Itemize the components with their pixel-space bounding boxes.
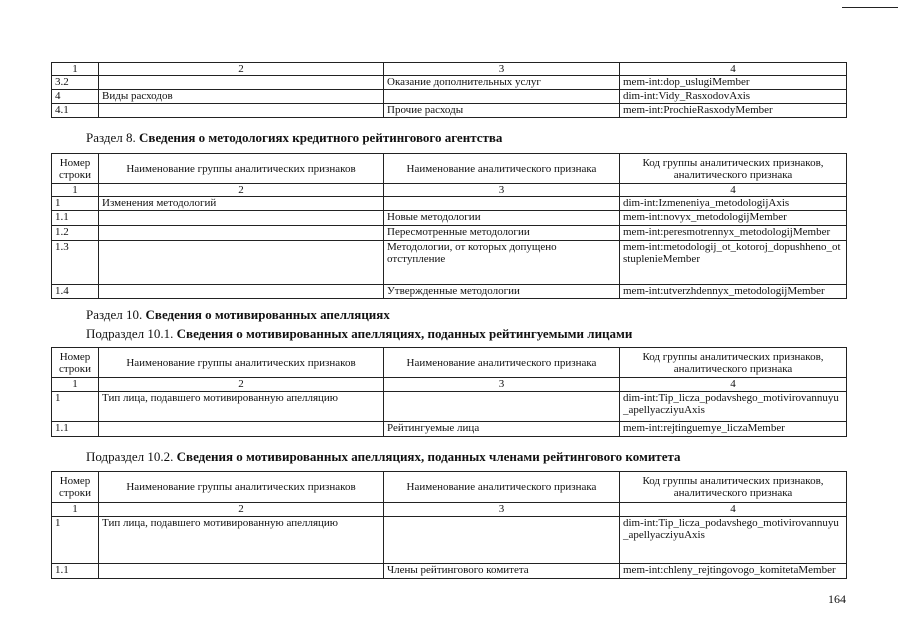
table-row xyxy=(52,90,847,104)
attribute-code: dim-int:Tip_licza_podavshego_motivirovannuyu_apellyacziyuAxis xyxy=(620,517,847,564)
group-name: Тип лица, подавшего мотивированную апелляцию xyxy=(99,392,384,422)
col-num-2: 2 xyxy=(99,63,384,76)
group-name: Тип лица, подавшего мотивированную апелляцию xyxy=(99,517,384,564)
attribute-name: Пересмотренные методологии xyxy=(384,226,620,241)
section-8-table xyxy=(51,153,847,299)
col-num-3: 3 xyxy=(384,63,620,76)
header-code: Код группы аналитических признаков, аналитического признака xyxy=(620,472,847,503)
table-row xyxy=(52,197,847,211)
attribute-name: Оказание дополнительных услуг xyxy=(384,76,620,90)
table-row xyxy=(52,285,847,299)
group-name xyxy=(99,226,384,241)
col-num-3: 3 xyxy=(384,184,620,197)
attribute-code: mem-int:dop_uslugiMember xyxy=(620,76,847,90)
subsection-10-2-title: Сведения о мотивированных апелляциях, поданных членами рейтингового комитета xyxy=(176,449,681,464)
group-name: Изменения методологий xyxy=(99,197,384,211)
table-row xyxy=(52,211,847,226)
header-attribute-name: Наименование аналитического признака xyxy=(384,472,620,503)
section-8-title: Сведения о методологиях кредитного рейтингового агентства xyxy=(139,130,503,145)
group-name xyxy=(99,241,384,285)
page-number: 164 xyxy=(828,592,846,606)
column-number-row xyxy=(52,184,847,197)
section-10-title: Сведения о мотивированных апелляциях xyxy=(145,307,390,322)
row-number: 3.2 xyxy=(52,76,99,90)
subsection-10-2-heading xyxy=(86,449,681,465)
attribute-name xyxy=(384,517,620,564)
row-number: 4 xyxy=(52,90,99,104)
row-number: 1.2 xyxy=(52,226,99,241)
group-name xyxy=(99,564,384,579)
header-row-number: Номер строки xyxy=(52,154,99,184)
attribute-code: mem-int:ProchieRasxodyMember xyxy=(620,104,847,118)
attribute-name: Прочие расходы xyxy=(384,104,620,118)
attribute-code: dim-int:Izmeneniya_metodologijAxis xyxy=(620,197,847,211)
col-num-4: 4 xyxy=(620,184,847,197)
header-code: Код группы аналитических признаков, аналитического признака xyxy=(620,154,847,184)
subsection-10-1-prefix: Подраздел 10.1. xyxy=(86,326,177,341)
header-row xyxy=(52,348,847,378)
attribute-name: Рейтингуемые лица xyxy=(384,422,620,437)
group-name: Виды расходов xyxy=(99,90,384,104)
col-num-4: 4 xyxy=(620,378,847,392)
section-10-prefix: Раздел 10. xyxy=(86,307,146,322)
col-num-2: 2 xyxy=(99,503,384,517)
row-number: 1.4 xyxy=(52,285,99,299)
attribute-code: mem-int:chleny_rejtingovogo_komitetaMember xyxy=(620,564,847,579)
attribute-name: Новые методологии xyxy=(384,211,620,226)
header-row xyxy=(52,472,847,503)
header-code: Код группы аналитических признаков, аналитического признака xyxy=(620,348,847,378)
section-10-heading xyxy=(86,307,390,323)
row-number: 1 xyxy=(52,517,99,564)
group-name xyxy=(99,76,384,90)
table-row xyxy=(52,564,847,579)
row-number: 1.3 xyxy=(52,241,99,285)
table-row xyxy=(52,517,847,564)
row-number: 1.1 xyxy=(52,211,99,226)
table-row xyxy=(52,76,847,90)
header-attribute-name: Наименование аналитического признака xyxy=(384,348,620,378)
column-number-row xyxy=(52,503,847,517)
subsection-10-2-prefix: Подраздел 10.2. xyxy=(86,449,177,464)
row-number: 1.1 xyxy=(52,422,99,437)
col-num-2: 2 xyxy=(99,378,384,392)
header-group-name: Наименование группы аналитических признаков xyxy=(99,472,384,503)
group-name xyxy=(99,285,384,299)
header-row xyxy=(52,154,847,184)
attribute-name: Утвержденные методологии xyxy=(384,285,620,299)
attribute-name: Методологии, от которых допущено отступление xyxy=(384,241,620,285)
header-group-name: Наименование группы аналитических признаков xyxy=(99,154,384,184)
group-name xyxy=(99,422,384,437)
group-name xyxy=(99,104,384,118)
col-num-3: 3 xyxy=(384,503,620,517)
table-row xyxy=(52,241,847,285)
group-name xyxy=(99,211,384,226)
table-continuation xyxy=(51,62,847,118)
attribute-code: mem-int:peresmotrennyx_metodologijMember xyxy=(620,226,847,241)
section-8-prefix: Раздел 8. xyxy=(86,130,140,145)
attribute-code: mem-int:novyx_metodologijMember xyxy=(620,211,847,226)
attribute-code: dim-int:Tip_licza_podavshego_motivirovannuyu_apellyacziyuAxis xyxy=(620,392,847,422)
table-row xyxy=(52,226,847,241)
row-number: 1 xyxy=(52,392,99,422)
attribute-name xyxy=(384,90,620,104)
col-num-4: 4 xyxy=(620,503,847,517)
table-row xyxy=(52,422,847,437)
column-number-row xyxy=(52,378,847,392)
col-num-1: 1 xyxy=(52,503,99,517)
subsection-10-1-title: Сведения о мотивированных апелляциях, поданных рейтингуемыми лицами xyxy=(176,326,633,341)
col-num-1: 1 xyxy=(52,378,99,392)
table-row xyxy=(52,392,847,422)
table-row xyxy=(52,104,847,118)
header-row-number: Номер строки xyxy=(52,348,99,378)
header-attribute-name: Наименование аналитического признака xyxy=(384,154,620,184)
column-number-row xyxy=(52,63,847,76)
subsection-10-1-heading xyxy=(86,326,632,342)
section-8-heading xyxy=(86,130,502,146)
col-num-3: 3 xyxy=(384,378,620,392)
subsection-10-2-table xyxy=(51,471,847,579)
attribute-name: Члены рейтингового комитета xyxy=(384,564,620,579)
header-group-name: Наименование группы аналитических признаков xyxy=(99,348,384,378)
attribute-code: mem-int:metodologij_ot_kotoroj_dopushheno_otstuplenieMember xyxy=(620,241,847,285)
col-num-1: 1 xyxy=(52,184,99,197)
col-num-2: 2 xyxy=(99,184,384,197)
attribute-code: mem-int:utverzhdennyx_metodologijMember xyxy=(620,285,847,299)
attribute-code: mem-int:rejtinguemye_liczaMember xyxy=(620,422,847,437)
attribute-name xyxy=(384,392,620,422)
top-rule xyxy=(842,7,898,8)
header-row-number: Номер строки xyxy=(52,472,99,503)
row-number: 4.1 xyxy=(52,104,99,118)
attribute-code: dim-int:Vidy_RasxodovAxis xyxy=(620,90,847,104)
attribute-name xyxy=(384,197,620,211)
col-num-1: 1 xyxy=(52,63,99,76)
subsection-10-1-table xyxy=(51,347,847,437)
row-number: 1.1 xyxy=(52,564,99,579)
col-num-4: 4 xyxy=(620,63,847,76)
row-number: 1 xyxy=(52,197,99,211)
